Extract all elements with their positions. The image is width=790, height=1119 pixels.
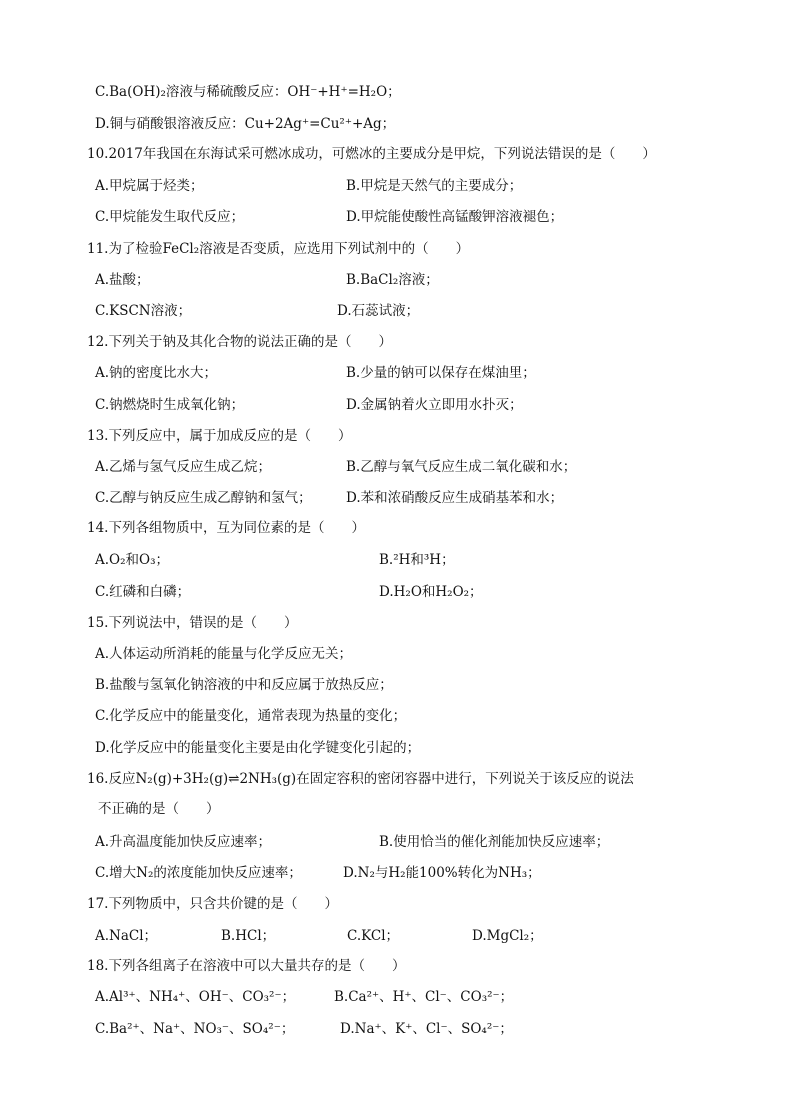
option-c-q10: C.甲烷能发生取代反应； [95, 209, 245, 225]
option-a-q12: A.钠的密度比水大； [95, 365, 218, 381]
option-b-q11: B.BaCl₂溶液； [346, 272, 439, 288]
option-a-q15: A.人体运动所消耗的能量与化学反应无关； [95, 646, 353, 662]
option-a-q17: A.NaCl； [95, 928, 158, 944]
question-18: 18.下列各组离子在溶液中可以大量共存的是（ ） [87, 958, 406, 974]
question-14: 14.下列各组物质中，互为同位素的是（ ） [87, 520, 365, 536]
question-10: 10.2017年我国在东海试采可燃冰成功，可燃冰的主要成分是甲烷，下列说法错误的是（ ） [87, 146, 656, 162]
option-c-q13: C.乙醇与钠反应生成乙醇钠和氢气； [95, 490, 312, 506]
option-d-q12: D.金属钠着火立即用水扑灭； [346, 397, 523, 413]
question-13: 13.下列反应中，属于加成反应的是（ ） [87, 428, 352, 444]
option-a-q16: A.升高温度能加快反应速率； [95, 834, 272, 850]
option-c-q17: C.KCl； [347, 928, 400, 944]
option-b-q10: B.甲烷是天然气的主要成分； [346, 178, 523, 194]
option-c-q18: C.Ba²⁺、Na⁺、NO₃⁻、SO₄²⁻； [95, 1021, 295, 1037]
option-c-q12: C.钠燃烧时生成氧化钠； [95, 397, 245, 413]
option-d-q16: D.N₂与H₂能100%转化为NH₃； [343, 865, 541, 881]
option-d-q13: D.苯和浓硝酸反应生成硝基苯和水； [346, 490, 564, 506]
option-c-q9: C.Ba(OH)₂溶液与稀硫酸反应：OH⁻+H⁺=H₂O； [95, 84, 401, 100]
question-16-continuation: 不正确的是（ ） [98, 801, 220, 817]
option-c-q14: C.红磷和白磷； [95, 584, 191, 600]
option-b-q12: B.少量的钠可以保存在煤油里； [346, 365, 536, 381]
option-d-q10: D.甲烷能使酸性高锰酸钾溶液褪色； [346, 209, 564, 225]
option-c-q15: C.化学反应中的能量变化，通常表现为热量的变化； [95, 708, 407, 724]
question-11: 11.为了检验FeCl₂溶液是否变质，应选用下列试剂中的（ ） [87, 241, 470, 257]
question-16: 16.反应N₂(g)+3H₂(g)⇌2NH₃(g)在固定容积的密闭容器中进行，下列说关于该反应的说法 [87, 771, 634, 787]
option-a-q13: A.乙烯与氢气反应生成乙烷； [95, 459, 272, 475]
option-c-q16: C.增大N₂的浓度能加快反应速率； [95, 865, 302, 881]
option-b-q17: B.HCl； [221, 928, 276, 944]
option-d-q15: D.化学反应中的能量变化主要是由化学键变化引起的； [95, 740, 421, 756]
question-15: 15.下列说法中，错误的是（ ） [87, 615, 298, 631]
option-b-q18: B.Ca²⁺、H⁺、Cl⁻、CO₃²⁻； [334, 989, 514, 1005]
option-d-q18: D.Na⁺、K⁺、Cl⁻、SO₄²⁻； [340, 1021, 513, 1037]
option-d-q11: D.石蕊试液； [337, 303, 420, 319]
option-a-q14: A.O₂和O₃； [95, 552, 169, 568]
question-12: 12.下列关于钠及其化合物的说法正确的是（ ） [87, 334, 392, 350]
question-17: 17.下列物质中，只含共价键的是（ ） [87, 896, 338, 912]
option-b-q14: B.²H和³H； [379, 552, 455, 568]
option-a-q11: A.盐酸； [95, 272, 150, 288]
option-b-q15: B.盐酸与氢氧化钠溶液的中和反应属于放热反应； [95, 677, 393, 693]
option-d-q9: D.铜与硝酸银溶液反应：Cu+2Ag⁺=Cu²⁺+Ag； [95, 116, 396, 132]
option-a-q18: A.Al³⁺、NH₄⁺、OH⁻、CO₃²⁻； [95, 989, 296, 1005]
option-b-q16: B.使用恰当的催化剂能加快反应速率； [379, 834, 610, 850]
option-d-q14: D.H₂O和H₂O₂； [379, 584, 483, 600]
option-d-q17: D.MgCl₂； [472, 928, 543, 944]
option-a-q10: A.甲烷属于烃类； [95, 178, 204, 194]
option-c-q11: C.KSCN溶液； [95, 303, 192, 319]
option-b-q13: B.乙醇与氧气反应生成二氧化碳和水； [346, 459, 577, 475]
